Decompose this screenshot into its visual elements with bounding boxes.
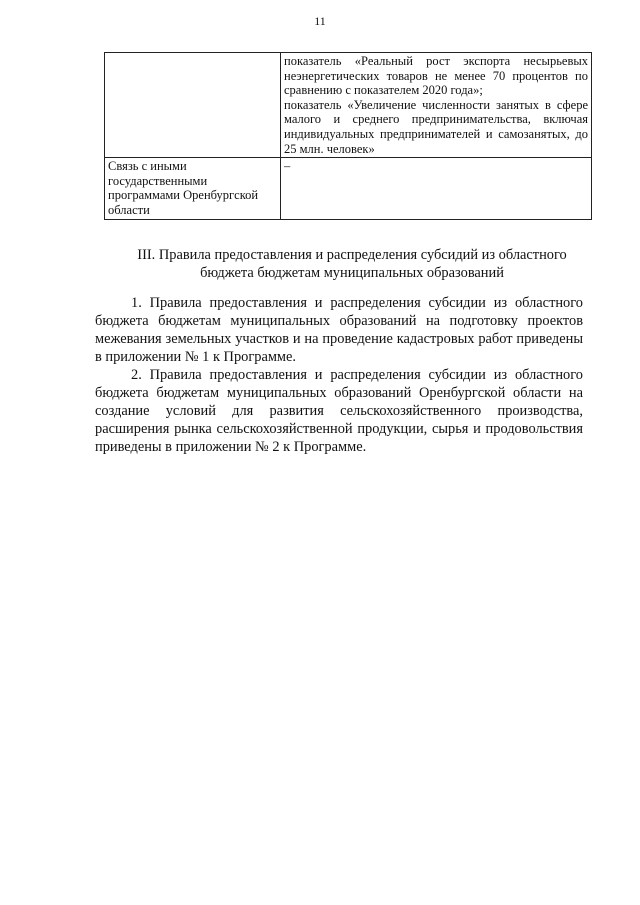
table-cell-empty [105,53,281,158]
table-row [105,53,592,158]
section-heading: III. Правила предоставления и распределения субсидий из областного бюджета бюджетам муниципальных образований [137,247,567,281]
paragraph-1: 1. Правила предоставления и распределения субсидии из областного бюджета бюджетам муниципальных образований на подготовку проектов межевания земельных участков и на проведение кадастровых работ приведены в приложении № 1 к Программе. [95,295,583,365]
related-programs-value: – [281,158,592,219]
section-body [95,294,583,456]
page-number: 11 [314,14,326,28]
indicator-export: показатель «Реальный рост экспорта несырьевых неэнергетических товаров не менее 70 процентов по сравнению с показателем 2020 года»; [284,54,588,98]
related-programs-label: Связь с иными государственными программами Оренбургской области [105,158,281,219]
indicator-employment: показатель «Увеличение численности занятых в сфере малого и среднего предпринимательства, включая индивидуальных предпринимателей и самозанятых, до 25 млн. человек» [284,97,588,156]
program-table [104,52,592,220]
paragraph-2: 2. Правила предоставления и распределения субсидии из областного бюджета бюджетам муниципальных образований Оренбургской области на создание условий для развития сельскохозяйственного производства, расширения рынка сельскохозяйственной продукции, сырья и продовольствия приведены в приложении № 2 к Программе. [95,367,583,455]
table-row [105,158,592,219]
indicators-cell [281,53,592,158]
